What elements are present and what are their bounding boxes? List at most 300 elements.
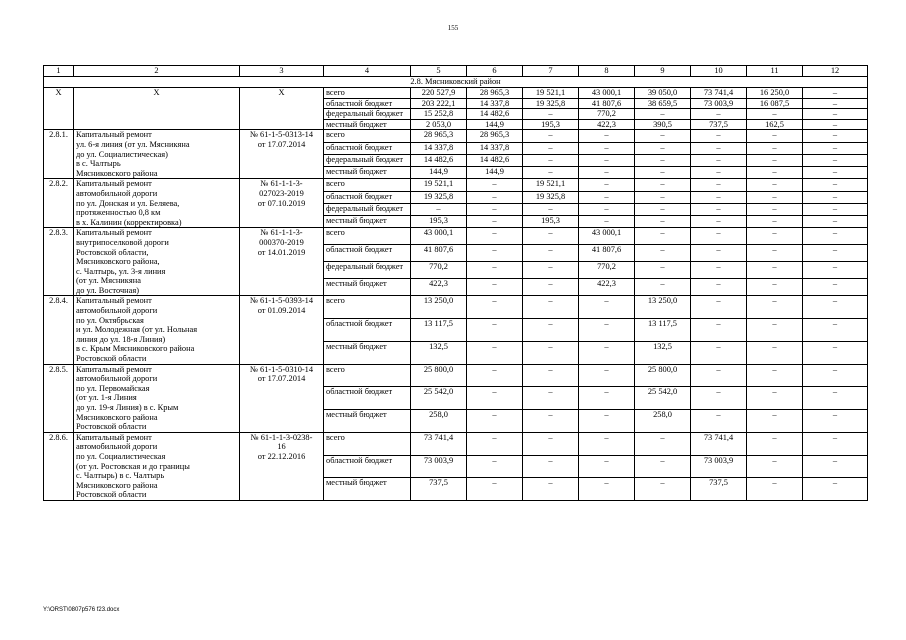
cell-line: Капитальный ремонт — [76, 130, 152, 140]
cell-line: автомобильной дороги — [76, 442, 158, 452]
cell-line: от 01.09.2014 — [257, 306, 306, 316]
table-row — [44, 179, 868, 191]
amount-cell: 13 250,0 — [635, 296, 691, 319]
header-cell: 2 — [74, 66, 240, 77]
object-name — [74, 130, 240, 179]
amount-cell: 73 741,4 — [411, 432, 467, 455]
amount-cell: – — [691, 203, 747, 215]
amount-cell: 770,2 — [579, 262, 635, 279]
amount-cell: – — [635, 432, 691, 455]
funding-source: областной бюджет — [324, 319, 411, 342]
amount-cell: – — [691, 364, 747, 387]
amount-cell: – — [635, 191, 691, 203]
header-cell: 8 — [579, 66, 635, 77]
amount-cell: – — [803, 109, 868, 120]
amount-cell: 14 337,8 — [467, 98, 523, 109]
amount-cell: 43 000,1 — [411, 228, 467, 245]
amount-cell: – — [803, 319, 868, 342]
amount-cell: – — [579, 319, 635, 342]
amount-cell: 25 800,0 — [635, 364, 691, 387]
amount-cell: 43 000,1 — [579, 88, 635, 99]
amount-cell: – — [747, 167, 803, 179]
cell-line: ул. 6-я линия (от ул. Мясникяна — [76, 139, 190, 149]
funding-source: всего — [324, 88, 411, 99]
cell-line: по ул. Социалистическая — [76, 451, 166, 461]
cell-line: до ул. Восточная) — [76, 285, 139, 295]
amount-cell: 73 741,4 — [691, 432, 747, 455]
amount-cell: – — [691, 296, 747, 319]
cell-line: с. Чалтырь) в с. Чалтырь — [76, 471, 165, 481]
funding-source: областной бюджет — [324, 142, 411, 154]
amount-cell: – — [467, 341, 523, 364]
amount-cell: – — [523, 203, 579, 215]
amount-cell: – — [467, 279, 523, 296]
amount-cell: 13 117,5 — [635, 319, 691, 342]
document-number — [240, 296, 324, 364]
funding-source: всего — [324, 432, 411, 455]
amount-cell: – — [523, 478, 579, 501]
item-number: 2.8.3. — [44, 228, 74, 296]
amount-cell: – — [635, 154, 691, 166]
amount-cell: 195,3 — [523, 216, 579, 228]
amount-cell: – — [579, 142, 635, 154]
object-name — [74, 364, 240, 432]
amount-cell: – — [467, 387, 523, 410]
page-number: 155 — [447, 24, 459, 32]
cell-line: от 07.10.2019 — [257, 198, 306, 208]
amount-cell: – — [803, 279, 868, 296]
amount-cell: 422,3 — [579, 279, 635, 296]
amount-cell: – — [579, 130, 635, 142]
funding-source: всего — [324, 228, 411, 245]
document-number — [240, 179, 324, 228]
amount-cell: – — [803, 142, 868, 154]
cell-line: Х — [153, 88, 160, 97]
amount-cell: – — [467, 410, 523, 433]
funding-source: местный бюджет — [324, 216, 411, 228]
cell-line: автомобильной дороги — [76, 374, 158, 384]
amount-cell: – — [467, 262, 523, 279]
funding-source: местный бюджет — [324, 478, 411, 501]
amount-cell: – — [635, 228, 691, 245]
amount-cell: 19 521,1 — [523, 179, 579, 191]
amount-cell: – — [523, 130, 579, 142]
cell-line: Капитальный ремонт — [76, 179, 152, 189]
cell-line: Х — [278, 88, 285, 97]
amount-cell: – — [691, 341, 747, 364]
amount-cell: 19 325,8 — [523, 191, 579, 203]
amount-cell: – — [579, 296, 635, 319]
amount-cell: – — [467, 478, 523, 501]
document-number — [240, 364, 324, 432]
amount-cell: – — [747, 262, 803, 279]
cell-line: № 61-1-5-0393-14 — [249, 296, 314, 306]
amount-cell: – — [635, 130, 691, 142]
object-name — [74, 179, 240, 228]
object-name — [74, 296, 240, 364]
cell-line: с. Чалтырь, ул. 3-я линия — [76, 266, 166, 276]
cell-line: Ростовской области — [76, 490, 147, 500]
amount-cell: – — [691, 142, 747, 154]
amount-cell: 14 482,6 — [467, 154, 523, 166]
amount-cell: – — [467, 228, 523, 245]
amount-cell: 14 337,8 — [467, 142, 523, 154]
amount-cell: 16 087,5 — [747, 98, 803, 109]
amount-cell: – — [523, 296, 579, 319]
cell-line: автомобильной дороги — [76, 306, 158, 316]
amount-cell: – — [747, 179, 803, 191]
amount-cell: – — [467, 179, 523, 191]
header-cell: 3 — [240, 66, 324, 77]
section-row — [44, 77, 868, 88]
amount-cell: – — [635, 109, 691, 120]
cell-line: автомобильной дороги — [76, 188, 158, 198]
amount-cell: – — [747, 130, 803, 142]
amount-cell: 25 800,0 — [411, 364, 467, 387]
amount-cell: – — [803, 167, 868, 179]
header-row — [44, 66, 868, 77]
amount-cell: – — [579, 432, 635, 455]
item-number: 2.8.1. — [44, 130, 74, 179]
amount-cell: – — [747, 279, 803, 296]
amount-cell: – — [523, 279, 579, 296]
cell-line: внутрипоселковой дороги — [76, 237, 169, 247]
header-cell: 12 — [803, 66, 868, 77]
amount-cell: – — [691, 216, 747, 228]
amount-cell: – — [803, 410, 868, 433]
cell-line: Ростовской области — [76, 354, 147, 364]
amount-cell: 28 965,3 — [467, 130, 523, 142]
cell-line: по ул. Первомайская — [76, 383, 150, 393]
amount-cell: – — [747, 410, 803, 433]
amount-cell: – — [691, 154, 747, 166]
amount-cell: – — [803, 296, 868, 319]
amount-cell: 14 482,6 — [411, 154, 467, 166]
cell-line: Капитальный ремонт — [76, 296, 152, 306]
amount-cell: – — [747, 142, 803, 154]
table-row — [44, 130, 868, 142]
amount-cell: – — [467, 296, 523, 319]
cell-line: протяженностью 0,8 км — [76, 208, 161, 218]
cell-line: до ул. 19-я Линия) в с. Крым — [76, 403, 179, 412]
amount-cell: – — [523, 432, 579, 455]
funding-source: всего — [324, 364, 411, 387]
amount-cell: – — [635, 245, 691, 262]
amount-cell: – — [691, 167, 747, 179]
amount-cell: – — [747, 319, 803, 342]
amount-cell: – — [523, 341, 579, 364]
amount-cell: – — [579, 478, 635, 501]
amount-cell: 43 000,1 — [579, 228, 635, 245]
funding-source: федеральный бюджет — [324, 109, 411, 120]
amount-cell: 144,9 — [467, 167, 523, 179]
amount-cell: – — [467, 319, 523, 342]
amount-cell: – — [747, 154, 803, 166]
amount-cell: 162,5 — [747, 119, 803, 130]
funding-source: всего — [324, 179, 411, 191]
amount-cell: – — [691, 179, 747, 191]
amount-cell: – — [579, 387, 635, 410]
amount-cell: – — [579, 341, 635, 364]
amount-cell: 258,0 — [411, 410, 467, 433]
amount-cell: 19 325,8 — [411, 191, 467, 203]
table-row — [44, 88, 868, 99]
amount-cell: – — [803, 191, 868, 203]
cell-line: Капитальный ремонт — [76, 364, 152, 374]
amount-cell: – — [803, 341, 868, 364]
amount-cell: 203 222,1 — [411, 98, 467, 109]
cell-line: от 17.07.2014 — [257, 139, 306, 149]
cell-line: № 61-1-1-3- — [260, 179, 303, 189]
amount-cell: – — [747, 191, 803, 203]
cell-line: Мясниковского района — [76, 168, 158, 178]
amount-cell: – — [635, 216, 691, 228]
amount-cell: – — [691, 191, 747, 203]
amount-cell: – — [803, 387, 868, 410]
cell-line: по ул. Октябрьская — [76, 315, 144, 325]
funding-source: федеральный бюджет — [324, 203, 411, 215]
cell-line: Ростовской области, — [76, 247, 149, 257]
amount-cell: – — [747, 432, 803, 455]
header-cell: 1 — [44, 66, 74, 77]
amount-cell: – — [747, 228, 803, 245]
amount-cell: 144,9 — [467, 119, 523, 130]
amount-cell: 73 003,9 — [691, 98, 747, 109]
amount-cell: – — [635, 262, 691, 279]
amount-cell: 770,2 — [579, 109, 635, 120]
amount-cell: – — [523, 455, 579, 478]
amount-cell: – — [467, 364, 523, 387]
funding-source: федеральный бюджет — [324, 262, 411, 279]
funding-source: местный бюджет — [324, 119, 411, 130]
cell-line: и ул. Молодежная (от ул. Нольная — [76, 325, 198, 335]
amount-cell: 2 053,0 — [411, 119, 467, 130]
cell-line: № 61-1-1-3-0238- — [250, 432, 313, 442]
document-number — [240, 228, 324, 296]
amount-cell: – — [467, 245, 523, 262]
cell-line: Ростовской области — [76, 422, 147, 432]
cell-line: Капитальный ремонт — [76, 228, 152, 238]
amount-cell: – — [635, 279, 691, 296]
object-name — [74, 228, 240, 296]
amount-cell: 132,5 — [635, 341, 691, 364]
amount-cell: – — [747, 109, 803, 120]
amount-cell: – — [803, 478, 868, 501]
amount-cell: – — [803, 262, 868, 279]
table-row — [44, 228, 868, 245]
amount-cell: – — [579, 455, 635, 478]
cell-line: Мясниковского района, — [76, 257, 160, 267]
amount-cell: – — [467, 191, 523, 203]
amount-cell: – — [467, 432, 523, 455]
cell-line: (от ул. Ростовская и до границы — [76, 461, 190, 471]
file-path: Y:\ORST\0807p576 f23.docx — [43, 607, 120, 613]
cell-line: в с. Крым Мясниковского района — [76, 344, 195, 354]
amount-cell: – — [523, 410, 579, 433]
funding-source: всего — [324, 130, 411, 142]
funding-source: федеральный бюджет — [324, 154, 411, 166]
funding-source: местный бюджет — [324, 167, 411, 179]
amount-cell: – — [803, 179, 868, 191]
amount-cell: 422,3 — [579, 119, 635, 130]
amount-cell: – — [635, 478, 691, 501]
amount-cell: – — [803, 154, 868, 166]
amount-cell: 132,5 — [411, 341, 467, 364]
cell-line: (от ул. 1-я Линия — [76, 393, 137, 403]
amount-cell: – — [691, 109, 747, 120]
amount-cell: – — [467, 203, 523, 215]
budget-table — [43, 65, 868, 501]
amount-cell: – — [523, 364, 579, 387]
amount-cell: – — [803, 432, 868, 455]
amount-cell: – — [635, 167, 691, 179]
amount-cell: 737,5 — [411, 478, 467, 501]
funding-source: областной бюджет — [324, 455, 411, 478]
object-name — [74, 432, 240, 500]
amount-cell: 390,5 — [635, 119, 691, 130]
amount-cell: – — [579, 410, 635, 433]
cell-line: от 17.07.2014 — [257, 374, 306, 384]
amount-cell: – — [691, 228, 747, 245]
amount-cell: – — [747, 455, 803, 478]
header-cell: 9 — [635, 66, 691, 77]
cell-line: № 61-1-5-0313-14 — [249, 130, 314, 140]
amount-cell: 13 250,0 — [411, 296, 467, 319]
cell-line: линия до ул. 18-я Линия) — [76, 334, 166, 344]
amount-cell: – — [803, 98, 868, 109]
cell-line: в с. Чалтырь — [76, 159, 121, 169]
amount-cell: 19 521,1 — [523, 88, 579, 99]
amount-cell: 195,3 — [523, 119, 579, 130]
amount-cell: 220 527,9 — [411, 88, 467, 99]
table-row — [44, 296, 868, 319]
item-number: Х — [44, 88, 74, 130]
amount-cell: – — [635, 203, 691, 215]
amount-cell: – — [635, 455, 691, 478]
amount-cell: – — [691, 245, 747, 262]
amount-cell: – — [523, 262, 579, 279]
amount-cell: – — [691, 279, 747, 296]
cell-line: Мясниковского района — [76, 480, 158, 490]
amount-cell: 73 003,9 — [411, 455, 467, 478]
amount-cell: 39 050,0 — [635, 88, 691, 99]
amount-cell: – — [747, 296, 803, 319]
amount-cell: – — [579, 179, 635, 191]
amount-cell: – — [803, 119, 868, 130]
cell-line: (от ул. Мясникяна — [76, 276, 141, 286]
amount-cell: 19 325,8 — [523, 98, 579, 109]
amount-cell: – — [747, 341, 803, 364]
amount-cell: – — [523, 109, 579, 120]
cell-line: от 14.01.2019 — [257, 247, 306, 257]
header-cell: 5 — [411, 66, 467, 77]
header-cell: 4 — [324, 66, 411, 77]
amount-cell: – — [523, 167, 579, 179]
amount-cell: 19 521,1 — [411, 179, 467, 191]
item-number: 2.8.6. — [44, 432, 74, 500]
table-row — [44, 432, 868, 455]
amount-cell: 41 807,6 — [579, 98, 635, 109]
funding-source: местный бюджет — [324, 341, 411, 364]
amount-cell: – — [579, 203, 635, 215]
amount-cell: 38 659,5 — [635, 98, 691, 109]
amount-cell: – — [691, 387, 747, 410]
amount-cell: – — [635, 142, 691, 154]
amount-cell: – — [803, 216, 868, 228]
amount-cell: 737,5 — [691, 478, 747, 501]
amount-cell: – — [747, 245, 803, 262]
amount-cell: 15 252,8 — [411, 109, 467, 120]
amount-cell: 28 965,3 — [411, 130, 467, 142]
cell-line: 000370-2019 — [259, 237, 304, 247]
cell-line: по ул. Донская и ул. Беляева, — [76, 198, 180, 208]
header-cell: 11 — [747, 66, 803, 77]
cell-line: до ул. Социалистическая) — [76, 149, 168, 159]
amount-cell: 25 542,0 — [411, 387, 467, 410]
document-number — [240, 88, 324, 130]
amount-cell: – — [803, 88, 868, 99]
amount-cell: – — [803, 455, 868, 478]
amount-cell: 14 337,8 — [411, 142, 467, 154]
amount-cell: 73 003,9 — [691, 455, 747, 478]
document-number — [240, 432, 324, 500]
amount-cell: 41 807,6 — [579, 245, 635, 262]
amount-cell: 16 250,0 — [747, 88, 803, 99]
amount-cell: – — [523, 228, 579, 245]
object-name — [74, 88, 240, 130]
funding-source: областной бюджет — [324, 245, 411, 262]
funding-source: областной бюджет — [324, 387, 411, 410]
amount-cell: – — [803, 364, 868, 387]
cell-line: 16 — [277, 442, 286, 452]
amount-cell: – — [579, 216, 635, 228]
amount-cell: 73 741,4 — [691, 88, 747, 99]
item-number: 2.8.2. — [44, 179, 74, 228]
amount-cell: – — [747, 364, 803, 387]
amount-cell: 41 807,6 — [411, 245, 467, 262]
cell-line: Мясниковского района — [76, 412, 158, 422]
cell-line: № 61-1-1-3- — [260, 228, 303, 238]
funding-source: местный бюджет — [324, 410, 411, 433]
amount-cell: – — [635, 179, 691, 191]
amount-cell: 195,3 — [411, 216, 467, 228]
amount-cell: 770,2 — [411, 262, 467, 279]
amount-cell: 25 542,0 — [635, 387, 691, 410]
cell-line: от 22.12.2016 — [257, 451, 306, 461]
funding-source: местный бюджет — [324, 279, 411, 296]
cell-line: в х. Калинин (корректировка) — [76, 217, 182, 227]
cell-line: Капитальный ремонт — [76, 432, 152, 442]
amount-cell: – — [691, 319, 747, 342]
amount-cell: – — [467, 455, 523, 478]
amount-cell: 422,3 — [411, 279, 467, 296]
funding-source: областной бюджет — [324, 98, 411, 109]
amount-cell: – — [579, 167, 635, 179]
section-title: 2.8. Мясниковский район — [44, 77, 868, 88]
amount-cell: 737,5 — [691, 119, 747, 130]
header-cell: 10 — [691, 66, 747, 77]
amount-cell: – — [691, 130, 747, 142]
amount-cell: – — [691, 410, 747, 433]
amount-cell: – — [579, 154, 635, 166]
amount-cell: – — [523, 319, 579, 342]
cell-line: 027023-2019 — [259, 188, 304, 198]
amount-cell: – — [803, 130, 868, 142]
amount-cell: – — [523, 142, 579, 154]
amount-cell: – — [691, 262, 747, 279]
amount-cell: 28 965,3 — [467, 88, 523, 99]
amount-cell: – — [803, 228, 868, 245]
